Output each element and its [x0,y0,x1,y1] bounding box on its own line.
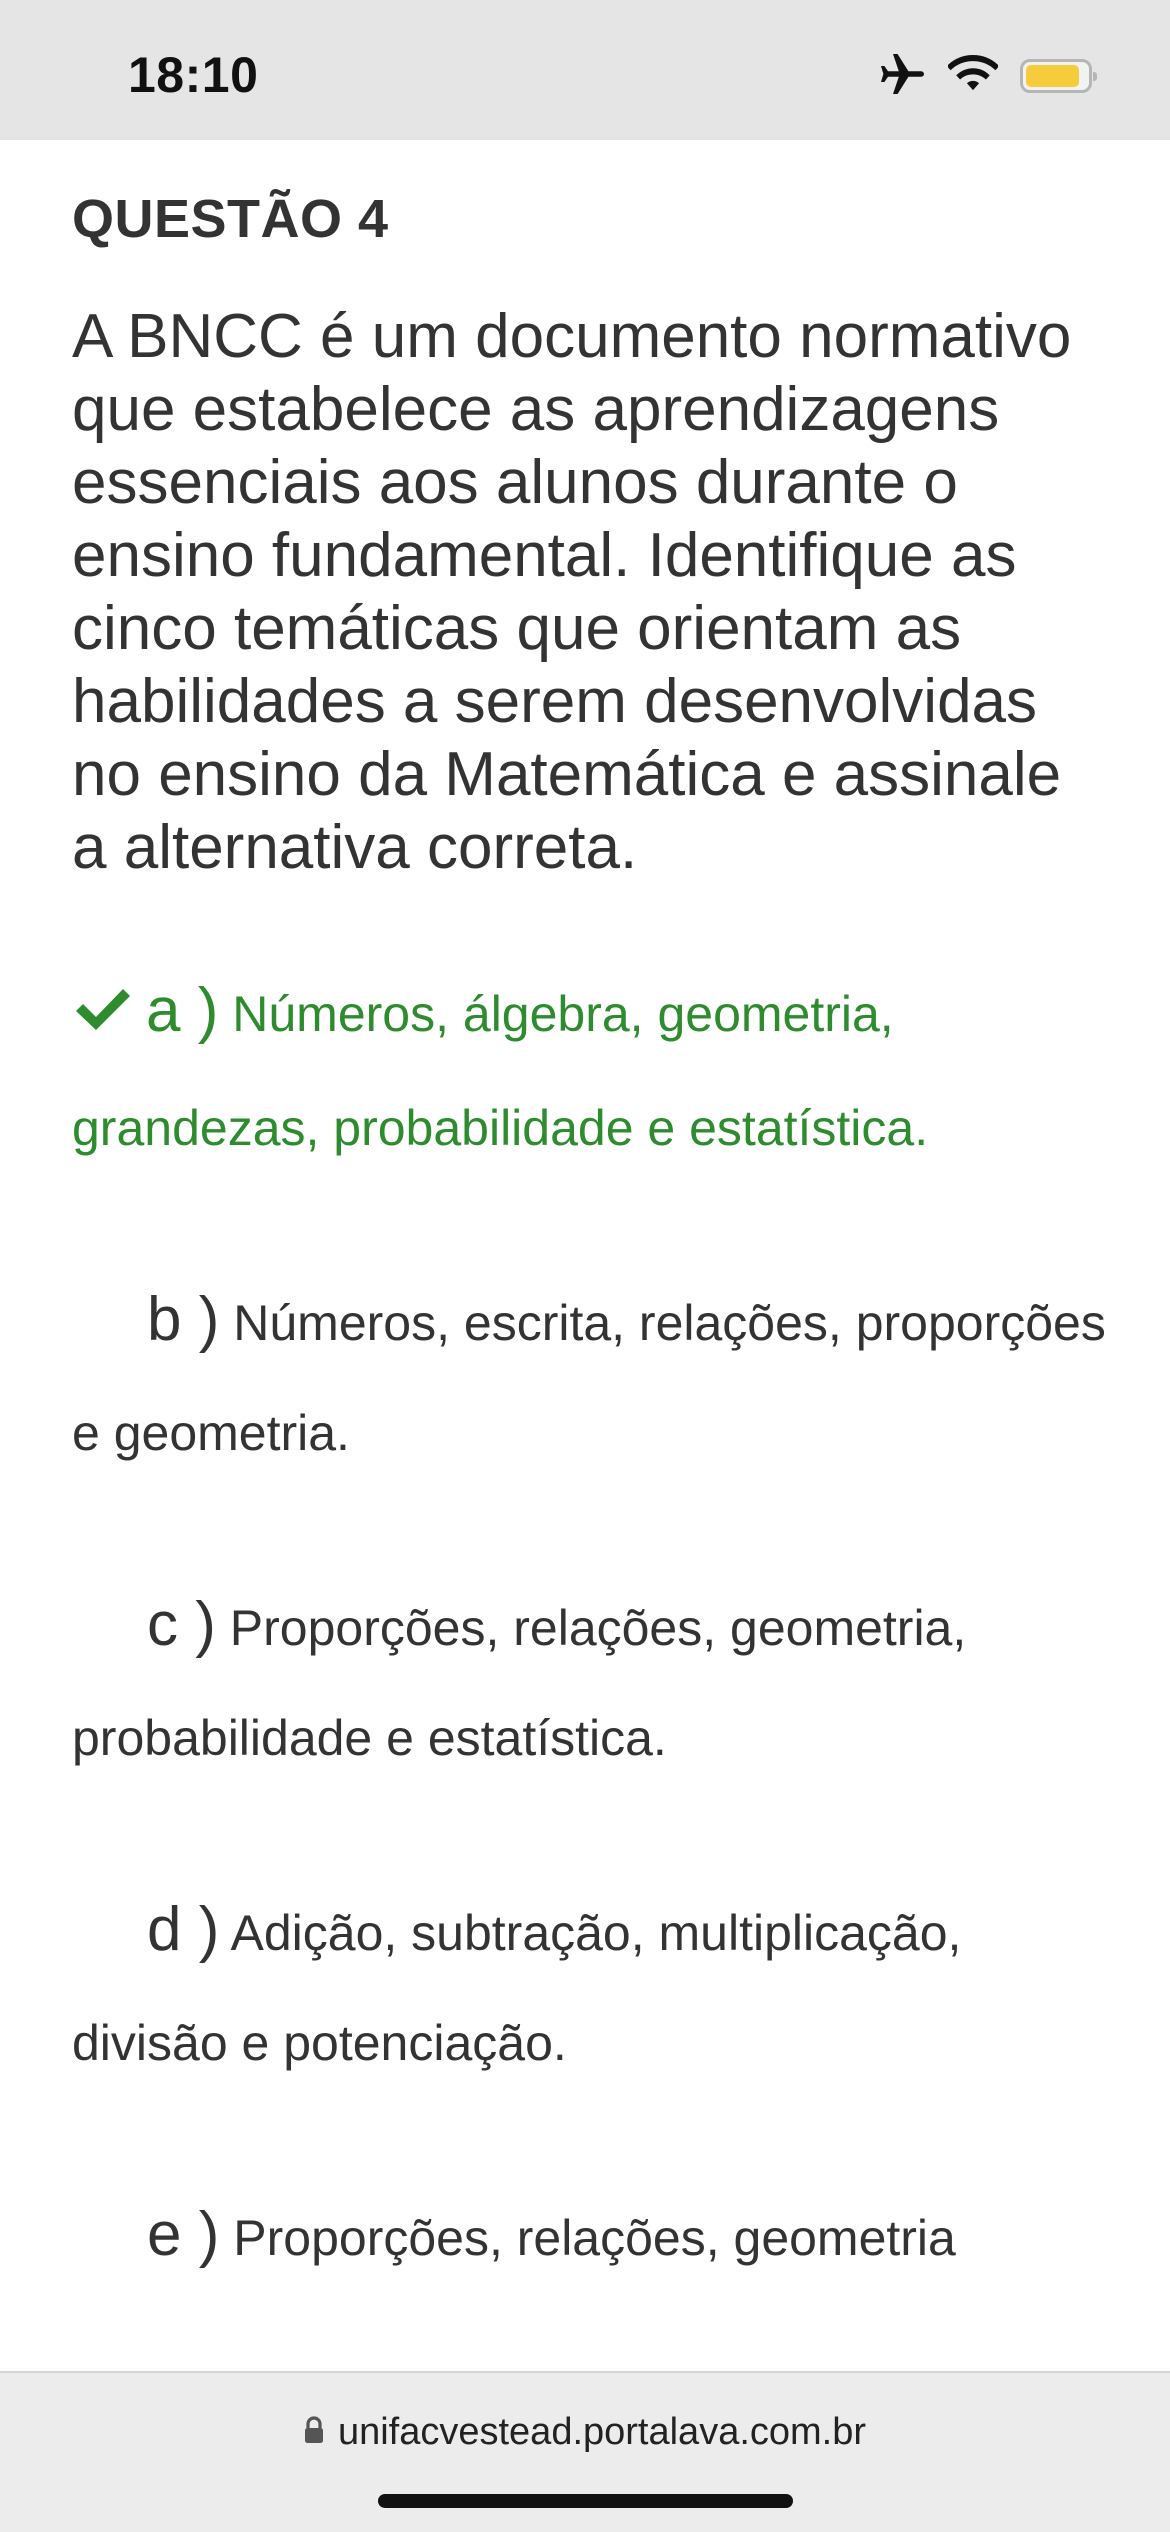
battery-level [1026,65,1079,87]
question-content [72,140,1112,2375]
alternatives-list [72,956,1112,2293]
status-icons [878,52,1092,100]
alternative-letter: c ) [147,1590,216,1659]
airplane-icon [878,52,926,101]
status-bar [0,0,1170,140]
battery-icon [1020,59,1092,93]
alternative-b[interactable] [72,1265,1112,1488]
wifi-icon [948,55,998,98]
alternative-letter: a ) [146,976,219,1045]
lock-icon [304,2411,324,2454]
alternative-a[interactable] [72,956,1112,1183]
question-title: QUESTÃO 4 [72,189,389,249]
alternative-text: Adição, subtração, multiplicação, divisão e potenciação. [72,1905,962,2071]
url-text[interactable]: unifacvestead.portalava.com.br [337,2411,867,2453]
alternative-letter: d ) [147,1895,220,1964]
check-icon [72,963,134,1073]
status-time: 18:10 [128,47,259,103]
alternative-text: Números, escrita, relações, proporções e geometria. [72,1295,1106,1461]
url-row[interactable] [0,2411,1170,2454]
alternative-letter: b ) [147,1285,220,1354]
home-indicator[interactable] [378,2494,793,2508]
alternative-d[interactable] [72,1875,1112,2098]
question-text: A BNCC é um documento normativo que estabelece as aprendizagens essenciais aos alunos durante o ensino fundamental. Identifique as cinco temáticas que orientam as habilidades a serem desenvolvidas no ensino da Matemática e assinale a alternativa correta. [72,302,1072,882]
alternative-c[interactable] [72,1570,1112,1793]
alternative-e[interactable] [72,2180,1112,2293]
alternative-text: Números, álgebra, geometria, grandezas, probabilidade e estatística. [72,986,929,1156]
alternative-text: Proporções, relações, geometria, probabilidade e estatística. [72,1600,967,1766]
alternative-letter: e ) [147,2200,220,2269]
browser-url-bar[interactable] [0,2371,1170,2532]
alternative-text: Proporções, relações, geometria [233,2210,956,2266]
